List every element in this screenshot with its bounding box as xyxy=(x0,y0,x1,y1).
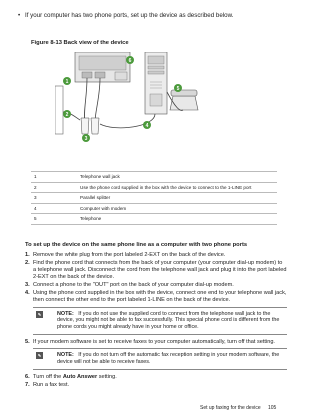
wall-jack xyxy=(55,86,63,134)
page-number: 105 xyxy=(267,405,277,411)
note-label: NOTE: xyxy=(57,352,74,359)
row-number: 2 xyxy=(31,182,77,193)
callout-5-label: 5 xyxy=(176,86,180,92)
table-row xyxy=(31,172,277,183)
note-icon: ✎ xyxy=(37,353,42,359)
row-description: Telephone xyxy=(77,214,277,225)
figure-legend-table xyxy=(31,171,277,225)
row-description: Use the phone cord supplied in the box with the device to connect to the 1-LINE port xyxy=(77,182,277,193)
back-view-figure xyxy=(55,52,205,144)
note-text: If you do not use the supplied cord to connect from the telephone wall jack to the device, you might not be able to fax successfully. This special phone cord is different from the phone cords you might already have in your home or office. xyxy=(57,310,280,330)
bullet-icon: • xyxy=(18,12,21,19)
callout-2-label: 2 xyxy=(65,112,69,118)
row-description: Parallel splitter xyxy=(77,193,277,204)
callout-4-label: 4 xyxy=(145,123,149,129)
row-description: Computer with modem xyxy=(77,203,277,214)
step-6: 6. Turn off the Auto Answer setting. xyxy=(25,373,117,380)
note-text: If you do not turn off the automatic fax reception setting in your modem software, the device will not be able to receive faxes. xyxy=(57,352,280,365)
figure-title: Figure 8-13 Back view of the device xyxy=(31,40,129,46)
table-row xyxy=(31,214,277,225)
steps-list xyxy=(25,252,287,390)
computer-illustration xyxy=(145,52,167,114)
footer-section: Set up faxing for the device xyxy=(200,405,261,411)
intro-bullet: • If your computer has two phone ports, set up the device as described below. xyxy=(18,12,234,19)
row-number: 5 xyxy=(31,214,77,225)
step-1: 1. Remove the white plug from the port labeled 2-EXT on the back of the device. xyxy=(25,252,226,258)
step-2: 2. Find the phone cord that connects from the back of your computer (your computer dial-up modem) to a telephone wall jack. Disconnect the cord from the telephone wall jack and plug it into the port labeled 2-EXT on the back of the device. xyxy=(25,260,287,280)
step-5: 5. If your modem software is set to receive faxes to your computer automatically, turn off that setting. xyxy=(25,338,275,345)
row-number: 3 xyxy=(31,193,77,204)
device-illustration xyxy=(75,52,130,82)
callout-3-label: 3 xyxy=(84,136,88,142)
section-heading: To set up the device on the same phone line as a computer with two phone ports xyxy=(25,242,248,248)
table-row xyxy=(31,182,277,193)
note-icon: ✎ xyxy=(37,311,42,317)
row-number: 4 xyxy=(31,203,77,214)
note-box xyxy=(33,307,287,335)
callout-6-label: 6 xyxy=(128,58,132,64)
note-label: NOTE: xyxy=(57,310,74,317)
callout-1-label: 1 xyxy=(65,79,69,85)
table-row xyxy=(31,193,277,204)
auto-answer-setting: Auto Answer xyxy=(62,373,98,380)
row-description: Telephone wall jack xyxy=(77,172,277,183)
step-4: 4. Using the phone cord supplied in the box with the device, connect one end to your telephone wall jack, then connect the other end to the port labeled 1-LINE on the back of the device. xyxy=(25,290,287,303)
phone-plugs xyxy=(81,118,99,134)
table-row xyxy=(31,203,277,214)
step-3: 3. Connect a phone to the "OUT" port on the back of your computer dial-up modem. xyxy=(25,281,234,288)
note-box xyxy=(33,348,287,369)
step-7: 7. Run a fax test. xyxy=(25,381,70,388)
page-footer xyxy=(200,405,276,411)
row-number: 1 xyxy=(31,172,77,183)
telephone-illustration xyxy=(170,90,198,110)
